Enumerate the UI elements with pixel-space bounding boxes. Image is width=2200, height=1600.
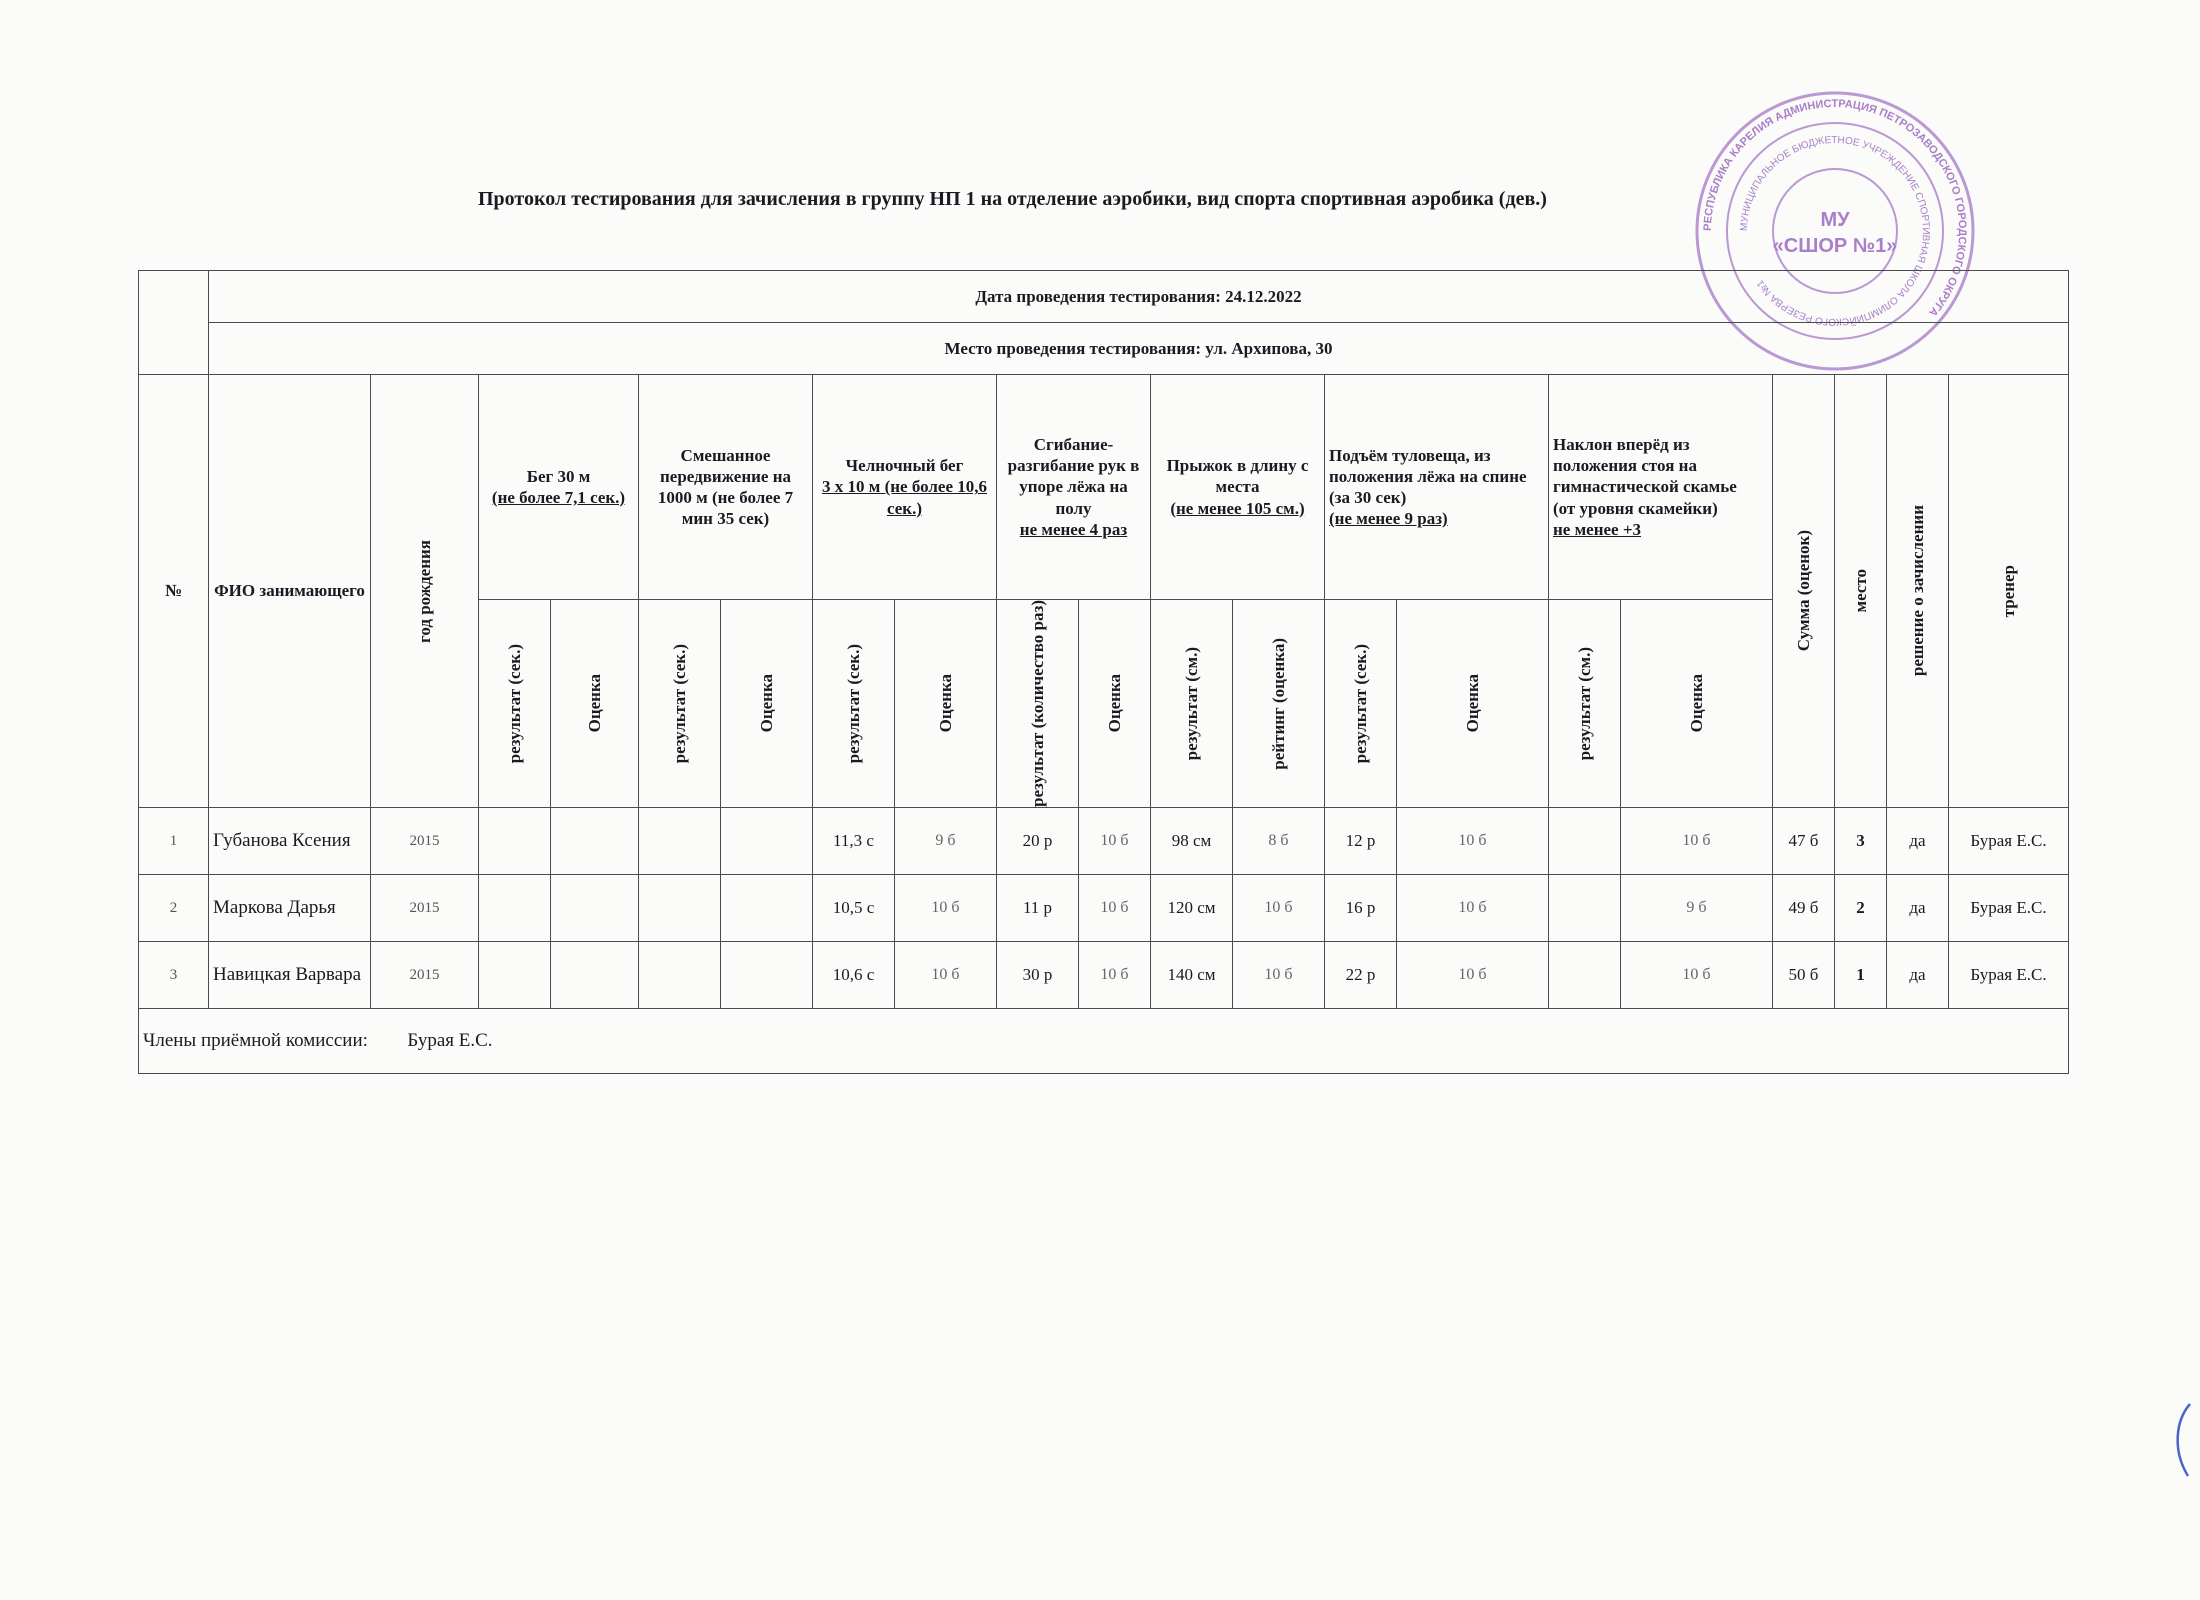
header-run30: Бег 30 м (не более 7,1 сек.) (479, 375, 639, 600)
test-place: Место проведения тестирования: ул. Архипова, 30 (209, 323, 2069, 375)
test-protocol-table (138, 270, 2069, 1074)
sub-jump-result: результат (см.) (1151, 600, 1233, 808)
header-mixed1000: Смешанное передвижение на 1000 м (не более 7 мин 35 сек) (639, 375, 813, 600)
sub-run-result: результат (сек.) (479, 600, 551, 808)
header-jump: Прыжок в длину с места (не менее 105 см.) (1151, 375, 1325, 600)
header-pushups: Сгибание-разгибание рук в упоре лёжа на полу не менее 4 раз (997, 375, 1151, 600)
pen-mark (2170, 1400, 2196, 1480)
svg-text:МУ: МУ (1820, 209, 1850, 231)
sub-push-result: результат (количество раз) (997, 600, 1079, 808)
header-fio: ФИО занимающего (209, 375, 371, 808)
sub-shuttle-grade: Оценка (895, 600, 997, 808)
sub-mix-result: результат (сек.) (639, 600, 721, 808)
commission-footer (139, 1009, 2069, 1074)
sub-bend-result: результат (см.) (1549, 600, 1621, 808)
header-birth-year: год рождения (371, 375, 479, 808)
test-date: Дата проведения тестирования: 24.12.2022 (209, 271, 2069, 323)
header-shuttle: Челночный бег 3 х 10 м (не более 10,6 сек.) (813, 375, 997, 600)
sub-jump-rating: рейтинг (оценка) (1233, 600, 1325, 808)
header-no: № (139, 375, 209, 808)
sub-bend-grade: Оценка (1621, 600, 1773, 808)
header-situps: Подъём туловеща, из положения лёжа на спине (за 30 сек) (не менее 9 раз) (1325, 375, 1549, 600)
athlete-name: Навицкая Варвара (209, 942, 371, 1009)
table-row: 2 Маркова Дарья 2015 10,5 с 10 б 11 р 10 б 120 см 10 б 16 р 10 б 9 б 49 б 2 да Бурая Е.С. (139, 875, 2069, 942)
athlete-name: Маркова Дарья (209, 875, 371, 942)
athlete-name: Губанова Ксения (209, 808, 371, 875)
svg-text:МУНИЦИПАЛЬНОЕ БЮДЖЕТНОЕ УЧРЕЖД: МУНИЦИПАЛЬНОЕ БЮДЖЕТНОЕ УЧРЕЖДЕНИЕ СПОРТИВНАЯ ШКОЛА ОЛИМПИЙСКОГО РЕЗЕРВА №1 (1738, 134, 1932, 328)
header-decision: решение о зачислении (1887, 375, 1949, 808)
sub-push-grade: Оценка (1079, 600, 1151, 808)
header-bend: Наклон вперёд из положения стоя на гимнастической скамье (от уровня скамейки) не менее +3 (1549, 375, 1773, 600)
table-row: 3 Навицкая Варвара 2015 10,6 с 10 б 30 р 10 б 140 см 10 б 22 р 10 б 10 б 50 б 1 да Бурая Е.С. (139, 942, 2069, 1009)
sub-mix-grade: Оценка (721, 600, 813, 808)
header-coach: тренер (1949, 375, 2069, 808)
blank-corner (139, 271, 209, 375)
header-place: место (1835, 375, 1887, 808)
sub-shuttle-result: результат (сек.) (813, 600, 895, 808)
sub-sit-grade: Оценка (1397, 600, 1549, 808)
table-row: 1 Губанова Ксения 2015 11,3 с 9 б 20 р 10 б 98 см 8 б 12 р 10 б 10 б 47 б 3 да Бурая Е.С. (139, 808, 2069, 875)
commission-member: Бурая Е.С. (407, 1030, 493, 1051)
header-sum: Сумма (оценок) (1773, 375, 1835, 808)
svg-text:РЕСПУБЛИКА КАРЕЛИЯ АДМИНИСТРАЦ: РЕСПУБЛИКА КАРЕЛИЯ АДМИНИСТРАЦИЯ ПЕТРОЗАВОДСКОГО ГОРОДСКОГО ОКРУГА (1701, 97, 1969, 319)
commission-label: Члены приёмной комиссии: (143, 1030, 368, 1051)
sub-sit-result: результат (сек.) (1325, 600, 1397, 808)
page-title: Протокол тестирования для зачисления в группу НП 1 на отделение аэробики, вид спорта спортивная аэробика (дев.) (478, 188, 1547, 210)
svg-text:«СШОР №1»: «СШОР №1» (1772, 235, 1898, 257)
sub-run-grade: Оценка (551, 600, 639, 808)
